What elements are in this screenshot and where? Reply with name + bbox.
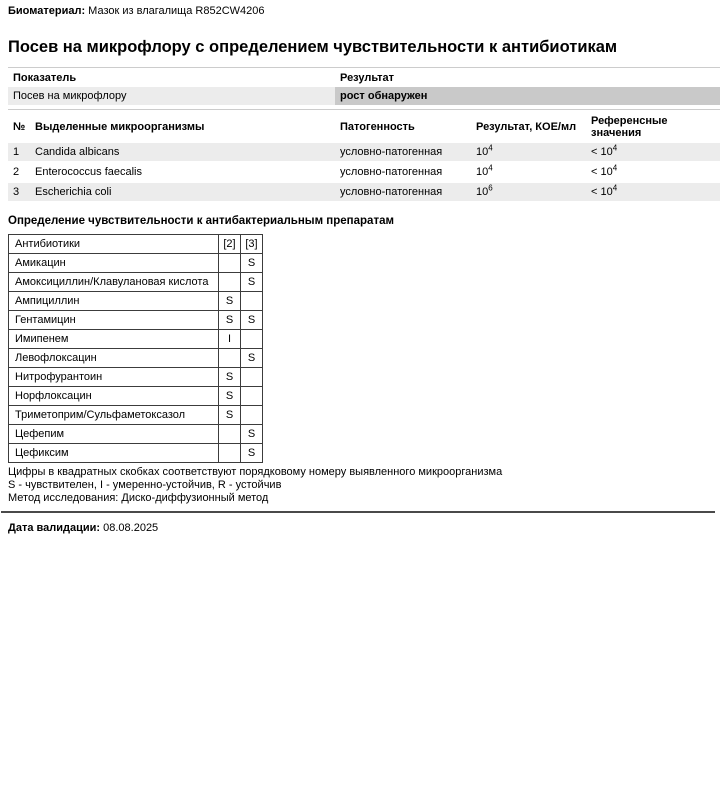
antibiotic-mark-3: S	[241, 311, 263, 330]
antibiotic-row	[9, 311, 263, 330]
antibiotics-header-name: Антибиотики	[9, 235, 219, 254]
antibiotic-mark-2	[219, 349, 241, 368]
result-table-header-indicator: Показатель	[13, 72, 77, 84]
reference-exponent: 4	[612, 163, 618, 173]
organisms-header-reference: Референсные значения	[591, 115, 668, 139]
biomaterial-label: Биоматериал:	[8, 5, 86, 17]
organism-name: Escherichia coli	[30, 182, 335, 202]
antibiotic-name: Ампициллин	[9, 292, 219, 311]
organism-num: 1	[8, 143, 30, 162]
antibiotic-mark-3	[241, 330, 263, 349]
organisms-header-num: №	[13, 121, 26, 133]
antibiotic-name: Цефепим	[9, 425, 219, 444]
antibiotics-header-col3: [3]	[241, 235, 263, 254]
antibiotic-name: Триметоприм/Сульфаметоксазол	[9, 406, 219, 425]
organism-row	[8, 182, 720, 202]
validation-line	[8, 522, 712, 534]
organism-name: Enterococcus faecalis	[30, 162, 335, 182]
antibiotic-mark-3: S	[241, 444, 263, 463]
organism-num: 2	[8, 162, 30, 182]
antibiotic-row	[9, 406, 263, 425]
validation-label: Дата валидации:	[8, 522, 101, 534]
antibiotic-name: Норфлоксацин	[9, 387, 219, 406]
antibiotic-row	[9, 349, 263, 368]
organism-name: Candida albicans	[30, 143, 335, 162]
organism-reference	[586, 143, 720, 162]
organisms-header-pathogenicity: Патогенность	[340, 121, 415, 133]
biomaterial-value: Мазок из влагалища R852CW4206	[88, 5, 265, 17]
antibiotic-mark-2: S	[219, 292, 241, 311]
sensitivity-section-title: Определение чувствительности к антибактериальным препаратам	[8, 215, 394, 227]
antibiotic-row	[9, 254, 263, 273]
antibiotic-mark-3	[241, 292, 263, 311]
result-base: 10	[476, 186, 489, 198]
organism-reference	[586, 182, 720, 202]
antibiotic-row	[9, 368, 263, 387]
antibiotic-name: Нитрофурантоин	[9, 368, 219, 387]
antibiotic-row	[9, 387, 263, 406]
antibiotic-mark-3	[241, 406, 263, 425]
result-base: 10	[476, 166, 489, 178]
result-base: 10	[476, 146, 489, 158]
validation-date: 08.08.2025	[103, 522, 159, 534]
result-table-row	[8, 87, 720, 105]
antibiotic-mark-2	[219, 254, 241, 273]
result-exponent: 4	[488, 163, 493, 173]
reference-exponent: 4	[612, 183, 618, 193]
antibiotic-mark-2: S	[219, 387, 241, 406]
result-exponent: 6	[488, 183, 493, 193]
antibiotic-row	[9, 273, 263, 292]
result-value-cell: рост обнаружен	[335, 87, 720, 105]
antibiotic-row	[9, 292, 263, 311]
organisms-header-organism: Выделенные микроорганизмы	[35, 121, 205, 133]
reference-exponent: 4	[612, 143, 618, 153]
result-table-header-row	[8, 68, 720, 88]
antibiotic-mark-3	[241, 368, 263, 387]
antibiotic-name: Амикацин	[9, 254, 219, 273]
organism-row	[8, 162, 720, 182]
organism-num: 3	[8, 182, 30, 202]
antibiotic-mark-2	[219, 425, 241, 444]
antibiotic-mark-2: I	[219, 330, 241, 349]
reference-base: < 10	[591, 166, 613, 178]
antibiotic-mark-3: S	[241, 254, 263, 273]
reference-base: < 10	[591, 186, 613, 198]
reference-base: < 10	[591, 146, 613, 158]
footnote-sir-legend: S - чувствителен, I - умеренно-устойчив, R - устойчив	[8, 479, 282, 491]
result-exponent: 4	[488, 143, 493, 153]
organism-result	[471, 143, 586, 162]
result-indicator-cell: Посев на микрофлору	[8, 87, 335, 105]
antibiotic-mark-3: S	[241, 349, 263, 368]
antibiotic-row	[9, 330, 263, 349]
antibiotic-mark-2	[219, 444, 241, 463]
antibiotic-row	[9, 444, 263, 463]
result-table-header-result: Результат	[340, 72, 395, 84]
antibiotic-mark-3: S	[241, 273, 263, 292]
footnote-method: Метод исследования: Диско-диффузионный метод	[8, 492, 269, 504]
antibiotic-mark-2: S	[219, 311, 241, 330]
antibiotic-name: Гентамицин	[9, 311, 219, 330]
organisms-header-row	[8, 110, 720, 144]
antibiotics-table	[8, 234, 263, 463]
antibiotic-row	[9, 425, 263, 444]
antibiotic-mark-2	[219, 273, 241, 292]
footnotes	[8, 466, 712, 505]
antibiotic-mark-3: S	[241, 425, 263, 444]
organism-reference	[586, 162, 720, 182]
biomaterial-line	[0, 0, 720, 17]
result-table	[8, 67, 720, 105]
organism-pathogenicity: условно-патогенная	[335, 182, 471, 202]
organisms-header-result: Результат, КОЕ/мл	[476, 121, 577, 133]
report-title: Посев на микрофлору с определением чувствительности к антибиотикам	[8, 38, 618, 56]
organism-row	[8, 143, 720, 162]
antibiotic-name: Цефиксим	[9, 444, 219, 463]
organism-result	[471, 182, 586, 202]
antibiotics-header-row	[9, 235, 263, 254]
antibiotic-name: Амоксициллин/Клавулановая кислота	[9, 273, 219, 292]
organism-pathogenicity: условно-патогенная	[335, 162, 471, 182]
antibiotic-mark-3	[241, 387, 263, 406]
organisms-table	[8, 109, 720, 203]
antibiotic-name: Имипенем	[9, 330, 219, 349]
organism-pathogenicity: условно-патогенная	[335, 143, 471, 162]
antibiotic-mark-2: S	[219, 368, 241, 387]
footnote-brackets: Цифры в квадратных скобках соответствуют порядковому номеру выявленного микроорганизма	[8, 466, 503, 478]
antibiotics-header-col2: [2]	[219, 235, 241, 254]
organism-result	[471, 162, 586, 182]
antibiotic-name: Левофлоксацин	[9, 349, 219, 368]
section-divider	[1, 511, 715, 513]
antibiotic-mark-2: S	[219, 406, 241, 425]
